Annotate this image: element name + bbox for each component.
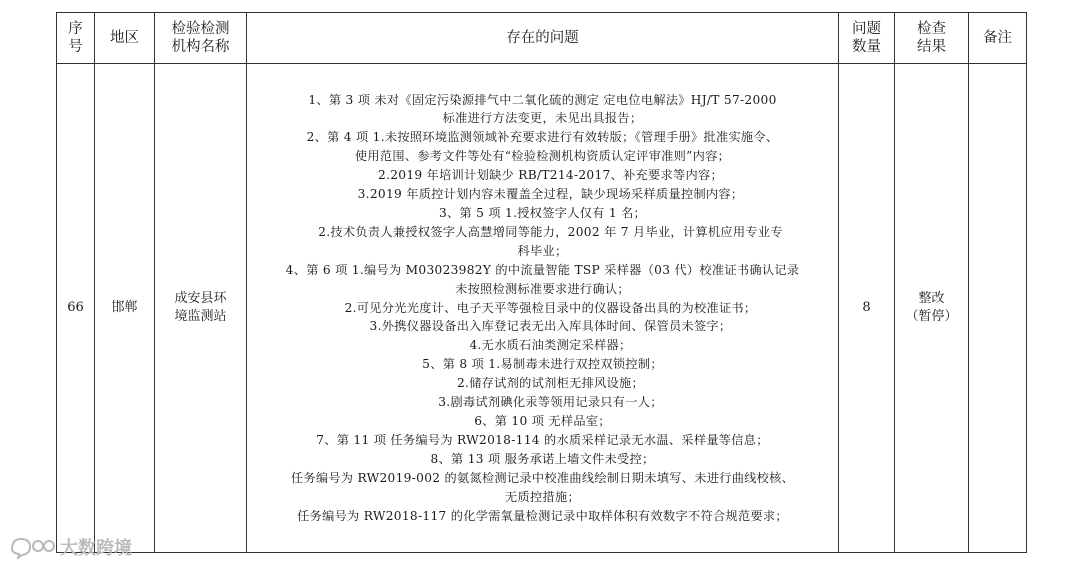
issue-line: 3.外携仪器设备出入库登记表无出入库具体时间、保管员未签字； xyxy=(369,319,732,334)
issue-line: 7、第 11 项 任务编号为 RW2018-114 的水质采样记录无水温、采样量等信息； xyxy=(316,432,769,447)
brand-logo-icon xyxy=(8,535,56,559)
issue-line: 6、第 10 项 无样品室； xyxy=(474,413,611,428)
issue-line: 3.剧毒试剂碘化汞等领用记录只有一人； xyxy=(438,395,663,410)
issue-line: 任务编号为 RW2018-117 的化学需氧量检测记录中取样体积有效数字不符合规范要求； xyxy=(297,508,788,523)
watermark-text: 大数跨境 xyxy=(60,538,132,559)
cell-seq: 66 xyxy=(57,64,95,553)
watermark xyxy=(8,534,132,560)
issue-line: 3.2019 年质控计划内容未覆盖全过程，缺少现场采样质量控制内容； xyxy=(357,187,744,202)
issue-line: 无质控措施； xyxy=(505,489,580,504)
cell-region: 邯郸 xyxy=(95,64,155,553)
header-issues: 存在的问题 xyxy=(247,13,839,64)
issue-line: 5、第 8 项 1.易制毒未进行双控双锁控制； xyxy=(422,357,663,372)
issues-list xyxy=(247,91,838,526)
issue-line: 2.2019 年培训计划缺少 RB/T214-2017、补充要求等内容； xyxy=(378,168,723,183)
issue-line: 科毕业； xyxy=(517,243,568,258)
cell-issues xyxy=(247,64,839,553)
inspection-table xyxy=(56,12,1027,553)
issue-line: 4、第 6 项 1.编号为 M03023982Y 的中流量智能 TSP 采样器（03 代）校准证书确认记录 xyxy=(285,262,800,277)
issue-line: 任务编号为 RW2019-002 的氨氮检测记录中校准曲线绘制日期未填写、未进行曲线校核、 xyxy=(290,470,795,485)
header-remark: 备注 xyxy=(969,13,1027,64)
issue-line: 未按照检测标准要求进行确认； xyxy=(455,281,630,296)
cell-remark xyxy=(969,64,1027,553)
issue-line: 8、第 13 项 服务承诺上墙文件未受控； xyxy=(430,451,655,466)
header-row xyxy=(57,13,1027,64)
table-row xyxy=(57,64,1027,553)
header-region: 地区 xyxy=(95,13,155,64)
header-institution: 检验检测 机构名称 xyxy=(155,13,247,64)
issue-line: 3、第 5 项 1.授权签字人仅有 1 名； xyxy=(438,206,647,221)
issue-line: 2.技术负责人兼授权签字人高慧增同等能力，2002 年 7 月毕业，计算机应用专业专 xyxy=(318,224,783,239)
issue-line: 2.储存试剂的试剂柜无排风设施； xyxy=(456,376,645,391)
header-result: 检查 结果 xyxy=(895,13,969,64)
issue-line: 标准进行方法变更，未见出具报告； xyxy=(442,111,643,126)
issue-line: 4.无水质石油类测定采样器； xyxy=(469,338,632,353)
header-count: 问题 数量 xyxy=(839,13,895,64)
issue-line: 2.可见分光光度计、电子天平等强检目录中的仪器设备出具的为校准证书； xyxy=(344,300,757,315)
cell-result: 整改 （暂停） xyxy=(895,64,969,553)
issue-line: 使用范围、参考文件等处有“检验检测机构资质认定评审准则”内容； xyxy=(354,149,731,164)
issue-line: 2、第 4 项 1.未按照环境监测领域补充要求进行有效转版；《管理手册》批准实施令、 xyxy=(306,130,779,145)
cell-institution: 成安县环 境监测站 xyxy=(155,64,247,553)
header-seq: 序 号 xyxy=(57,13,95,64)
cell-count: 8 xyxy=(839,64,895,553)
issue-line: 1、第 3 项 未对《固定污染源排气中二氧化硫的测定 定电位电解法》HJ/T 57-2000 xyxy=(308,92,777,107)
